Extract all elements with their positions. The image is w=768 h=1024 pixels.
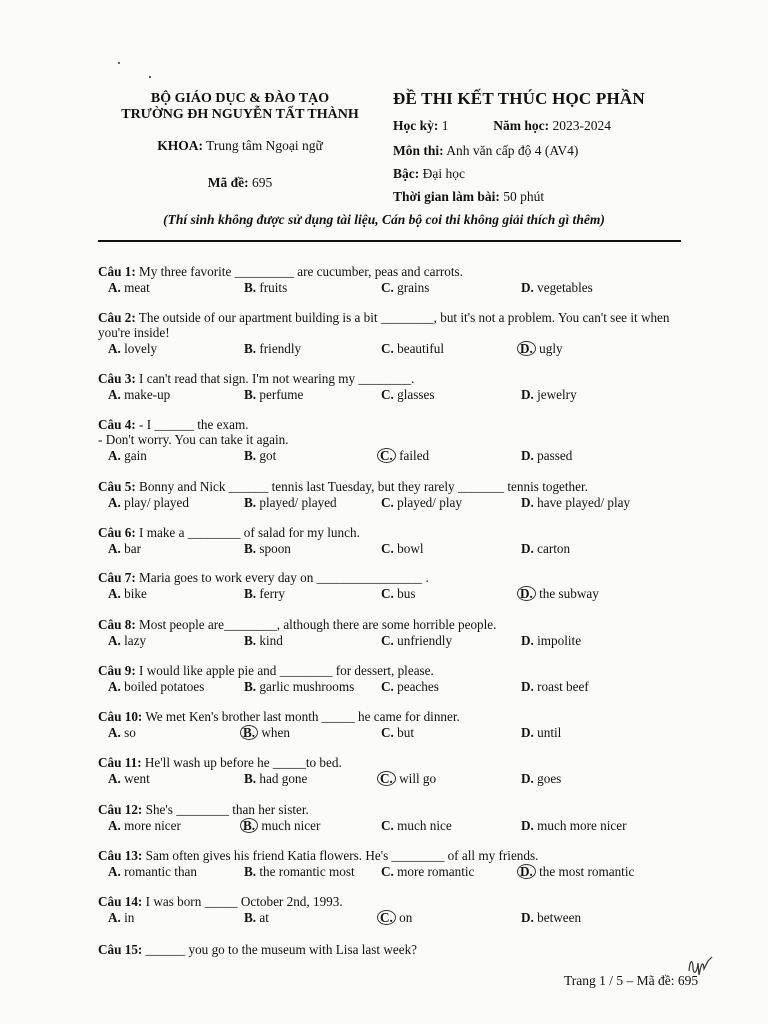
question-text: I would like apple pie and ________ for dessert, please. (139, 663, 434, 678)
answer-option (521, 679, 589, 694)
answer-options (98, 495, 688, 511)
option-letter: B. (244, 864, 257, 879)
faculty-value: Trung tâm Ngoại ngữ (206, 138, 323, 153)
option-letter: C. (381, 864, 394, 879)
option-letter: A. (108, 679, 121, 694)
option-text: got (256, 448, 277, 463)
question-number: Câu 2: (98, 310, 136, 325)
option-letter: C. (381, 495, 394, 510)
question-stem (98, 942, 688, 957)
option-letter: D. (521, 633, 534, 648)
scan-speck (149, 76, 151, 78)
question-text: My three favorite _________ are cucumber, peas and carrots. (139, 264, 463, 279)
option-text: impolite (533, 633, 582, 648)
answer-option (521, 818, 626, 833)
question-text: He'll wash up before he _____to bed. (144, 755, 342, 770)
question-13 (98, 848, 688, 880)
answer-options (98, 280, 688, 296)
question-4 (98, 417, 688, 464)
answer-option (521, 280, 593, 295)
option-text: peaches (393, 679, 439, 694)
question-stem (98, 570, 688, 585)
option-letter: A. (108, 771, 121, 786)
option-text: so (120, 725, 136, 740)
answer-option (108, 387, 170, 402)
question-number: Câu 15: (98, 942, 143, 957)
question-text: She's ________ than her sister. (145, 802, 309, 817)
answer-option (108, 818, 181, 833)
question-number: Câu 4: (98, 417, 136, 432)
exam-code-line (80, 175, 400, 191)
faculty-line (80, 138, 400, 154)
exam-code-value: 695 (252, 175, 273, 190)
answer-option (108, 633, 146, 648)
option-text: at (256, 910, 269, 925)
answer-option (521, 771, 561, 786)
option-text: much nicer (258, 818, 321, 833)
option-text: played/ play (393, 495, 462, 510)
option-letter: D. (521, 771, 534, 786)
option-letter: A. (108, 586, 121, 601)
answer-option (108, 495, 189, 510)
option-letter: B. (244, 586, 257, 601)
university-name: TRƯỜNG ĐH NGUYỄN TẤT THÀNH (121, 107, 359, 122)
answer-option (381, 771, 436, 786)
option-text: kind (256, 633, 283, 648)
option-text: spoon (256, 541, 291, 556)
answer-option (381, 633, 452, 648)
option-text: meat (120, 280, 150, 295)
option-text: much more nicer (533, 818, 627, 833)
handwritten-signature (686, 955, 716, 984)
answer-option (521, 910, 581, 925)
option-letter-circled: D. (517, 341, 536, 356)
header-divider (98, 240, 681, 242)
answer-option (244, 771, 307, 786)
question-text: I make a ________ of salad for my lunch. (139, 525, 360, 540)
answer-option (521, 586, 599, 601)
option-text: carton (533, 541, 571, 556)
option-letter: B. (244, 679, 257, 694)
question-number: Câu 13: (98, 848, 143, 863)
option-letter: A. (108, 341, 121, 356)
question-text: Maria goes to work every day on ________________ . (139, 570, 429, 585)
option-letter: D. (521, 448, 534, 463)
answer-option (381, 586, 415, 601)
answer-option (244, 864, 355, 879)
answer-option (108, 864, 197, 879)
option-text: but (393, 725, 414, 740)
answer-option (381, 679, 439, 694)
answer-options (98, 864, 688, 880)
option-letter: C. (381, 586, 394, 601)
question-stem (98, 848, 688, 863)
option-letter: C. (381, 633, 394, 648)
answer-option (521, 633, 581, 648)
question-stem (98, 755, 688, 770)
question-text-line2: - Don't worry. You can take it again. (98, 432, 289, 447)
option-text: grains (393, 280, 430, 295)
option-letter: C. (381, 679, 394, 694)
answer-option (108, 771, 150, 786)
question-number: Câu 5: (98, 479, 136, 494)
question-6 (98, 525, 688, 557)
option-letter: C. (381, 341, 394, 356)
option-letter: C. (381, 387, 394, 402)
exam-instructions: (Thí sinh không được sử dụng tài liệu, Cán bộ coi thi không giải thích gì thêm) (163, 212, 605, 227)
option-text: unfriendly (393, 633, 453, 648)
option-text: beautiful (393, 341, 444, 356)
answer-options (98, 387, 688, 403)
question-stem (98, 310, 688, 340)
option-letter: D. (521, 818, 534, 833)
answer-options (98, 818, 688, 834)
question-text: We met Ken's brother last month _____ he came for dinner. (145, 709, 460, 724)
subject-label: Môn thi: (393, 143, 444, 158)
option-text: play/ played (120, 495, 189, 510)
question-8 (98, 617, 688, 649)
option-letter: D. (521, 280, 534, 295)
option-text: glasses (393, 387, 435, 402)
answer-option (521, 448, 572, 463)
answer-option (108, 586, 147, 601)
answer-option (244, 725, 290, 740)
question-text: Bonny and Nick ______ tennis last Tuesday, but they rarely _______ tennis together. (139, 479, 588, 494)
option-letter-circled: C. (377, 448, 396, 463)
option-text: fruits (256, 280, 288, 295)
option-text: bus (393, 586, 416, 601)
question-stem (98, 417, 688, 432)
semester-label: Học kỳ: (393, 118, 439, 133)
question-number: Câu 10: (98, 709, 143, 724)
option-text: have played/ play (533, 495, 631, 510)
page-footer: Trang 1 / 5 – Mã đề: 695 (564, 973, 699, 988)
option-letter: A. (108, 818, 121, 833)
option-letter: C. (381, 725, 394, 740)
option-text: jewelry (533, 387, 577, 402)
answer-option (521, 341, 563, 356)
option-text: between (533, 910, 582, 925)
exam-title: ĐỀ THI KẾT THÚC HỌC PHẦN (393, 89, 645, 108)
semester-year-line (393, 118, 611, 134)
answer-option (244, 341, 301, 356)
question-text: The outside of our apartment building is a bit ________, but it's not a problem. You can't see it when you're inside! (98, 310, 670, 340)
option-text: when (258, 725, 290, 740)
answer-option (244, 586, 285, 601)
option-text: bar (120, 541, 141, 556)
answer-options (98, 771, 688, 787)
answer-options (98, 725, 688, 741)
option-letter: A. (108, 864, 121, 879)
answer-option (381, 448, 429, 463)
answer-options (98, 448, 688, 464)
question-10 (98, 709, 688, 741)
option-text: friendly (256, 341, 302, 356)
answer-option (108, 910, 134, 925)
question-stem (98, 264, 688, 279)
option-text: ugly (535, 341, 563, 356)
option-letter: D. (521, 910, 534, 925)
answer-option (108, 448, 147, 463)
year-label: Năm học: (493, 118, 550, 133)
level-line (393, 166, 465, 182)
option-letter: B. (244, 633, 257, 648)
option-text: had gone (256, 771, 308, 786)
option-letter: A. (108, 280, 121, 295)
option-text: bowl (393, 541, 424, 556)
question-stem (98, 371, 688, 386)
option-letter: D. (521, 679, 534, 694)
question-stem (98, 479, 688, 494)
option-letter: C. (381, 818, 394, 833)
option-letter-circled: C. (377, 910, 396, 925)
answer-option (244, 448, 276, 463)
option-text: lazy (120, 633, 147, 648)
option-letter-circled: B. (240, 818, 258, 833)
option-text: the most romantic (535, 864, 635, 879)
answer-option (244, 910, 269, 925)
answer-options (98, 910, 688, 926)
level-value: Đại học (422, 166, 465, 181)
answer-option (521, 495, 630, 510)
option-text: perfume (256, 387, 304, 402)
time-value: 50 phút (503, 189, 545, 204)
answer-option (381, 864, 474, 879)
option-text: lovely (120, 341, 158, 356)
semester-value: 1 (441, 118, 449, 133)
question-15 (98, 942, 688, 957)
question-1 (98, 264, 688, 296)
option-letter: A. (108, 387, 121, 402)
question-number: Câu 9: (98, 663, 136, 678)
answer-option (244, 818, 320, 833)
exam-code-label: Mã đề: (207, 175, 249, 190)
answer-option (244, 495, 337, 510)
question-stem (98, 663, 688, 678)
ministry-name: BỘ GIÁO DỤC & ĐÀO TẠO (150, 91, 330, 106)
option-text: more nicer (120, 818, 181, 833)
answer-options (98, 541, 688, 557)
question-9 (98, 663, 688, 695)
option-letter-circled: D. (517, 864, 536, 879)
question-3 (98, 371, 688, 403)
answer-option (381, 541, 424, 556)
subject-value: Anh văn cấp độ 4 (AV4) (446, 143, 579, 158)
question-text: - I ______ the exam. (139, 417, 249, 432)
signature-scribble (686, 955, 716, 979)
time-label: Thời gian làm bài: (393, 189, 500, 204)
answer-option (381, 910, 412, 925)
question-number: Câu 1: (98, 264, 136, 279)
level-label: Bậc: (393, 166, 420, 181)
option-letter: B. (244, 495, 257, 510)
option-text: garlic mushrooms (256, 679, 355, 694)
question-5 (98, 479, 688, 511)
answer-option (108, 341, 157, 356)
option-text: the romantic most (256, 864, 355, 879)
faculty-label: KHOA: (157, 138, 203, 153)
option-text: vegetables (533, 280, 593, 295)
question-text: Most people are________, although there are some horrible people. (139, 617, 497, 632)
question-stem (98, 617, 688, 632)
option-letter: D. (521, 541, 534, 556)
option-text: will go (395, 771, 437, 786)
answer-option (521, 541, 570, 556)
option-text: failed (395, 448, 430, 463)
question-11 (98, 755, 688, 787)
answer-option (521, 387, 577, 402)
subject-line (393, 143, 578, 159)
question-stem (98, 894, 688, 909)
scan-speck (118, 62, 120, 64)
option-text: played/ played (256, 495, 337, 510)
option-letter: C. (381, 541, 394, 556)
answer-option (108, 280, 150, 295)
answer-option (381, 725, 414, 740)
answer-option (381, 280, 429, 295)
option-letter: D. (521, 387, 534, 402)
answer-options (98, 679, 688, 695)
option-letter: A. (108, 910, 121, 925)
option-letter: B. (244, 387, 257, 402)
question-12 (98, 802, 688, 834)
question-number: Câu 12: (98, 802, 143, 817)
question-2 (98, 310, 688, 357)
option-text: on (395, 910, 413, 925)
question-stem (98, 709, 688, 724)
answer-option (381, 495, 462, 510)
question-number: Câu 11: (98, 755, 142, 770)
option-letter: B. (244, 448, 257, 463)
option-letter: B. (244, 541, 257, 556)
question-text: I was born _____ October 2nd, 1993. (145, 894, 343, 909)
answer-option (381, 341, 444, 356)
option-text: boiled potatoes (120, 679, 205, 694)
option-text: more romantic (393, 864, 475, 879)
option-text: roast beef (533, 679, 589, 694)
option-letter: D. (521, 495, 534, 510)
answer-option (244, 679, 354, 694)
option-letter: B. (244, 910, 257, 925)
question-7 (98, 570, 688, 602)
question-number: Câu 7: (98, 570, 136, 585)
answer-options (98, 341, 688, 357)
question-stem (98, 802, 688, 817)
time-line (393, 189, 544, 205)
option-letter: B. (244, 341, 257, 356)
question-text: I can't read that sign. I'm not wearing my ________. (139, 371, 415, 386)
option-letter-circled: D. (517, 586, 536, 601)
answer-option (108, 725, 136, 740)
answer-option (244, 280, 287, 295)
option-letter-circled: B. (240, 725, 258, 740)
question-14 (98, 894, 688, 926)
option-text: much nice (393, 818, 452, 833)
option-letter: C. (381, 280, 394, 295)
answer-option (521, 725, 561, 740)
option-letter: A. (108, 495, 121, 510)
answer-option (244, 387, 303, 402)
question-text: Sam often gives his friend Katia flowers. He's ________ of all my friends. (145, 848, 539, 863)
option-letter: A. (108, 633, 121, 648)
answer-option (108, 679, 204, 694)
answer-option (244, 633, 283, 648)
question-number: Câu 3: (98, 371, 136, 386)
year-value: 2023-2024 (552, 118, 611, 133)
option-text: gain (120, 448, 147, 463)
option-text: romantic than (120, 864, 197, 879)
answer-option (108, 541, 141, 556)
option-text: the subway (535, 586, 599, 601)
option-letter-circled: C. (377, 771, 396, 786)
question-text: ______ you go to the museum with Lisa last week? (145, 942, 418, 957)
answer-option (521, 864, 634, 879)
option-letter: A. (108, 448, 121, 463)
option-letter: A. (108, 541, 121, 556)
option-letter: B. (244, 771, 257, 786)
answer-option (381, 818, 452, 833)
option-letter: B. (244, 280, 257, 295)
option-text: goes (533, 771, 562, 786)
option-text: bike (120, 586, 147, 601)
question-number: Câu 8: (98, 617, 136, 632)
answer-options (98, 633, 688, 649)
option-text: ferry (256, 586, 286, 601)
option-letter: D. (521, 725, 534, 740)
option-text: until (533, 725, 562, 740)
question-stem (98, 525, 688, 540)
question-number: Câu 14: (98, 894, 143, 909)
answer-options (98, 586, 688, 602)
option-text: in (120, 910, 135, 925)
option-text: passed (533, 448, 573, 463)
answer-option (244, 541, 291, 556)
option-text: make-up (120, 387, 171, 402)
question-number: Câu 6: (98, 525, 136, 540)
answer-option (381, 387, 435, 402)
option-letter: A. (108, 725, 121, 740)
option-text: went (120, 771, 150, 786)
